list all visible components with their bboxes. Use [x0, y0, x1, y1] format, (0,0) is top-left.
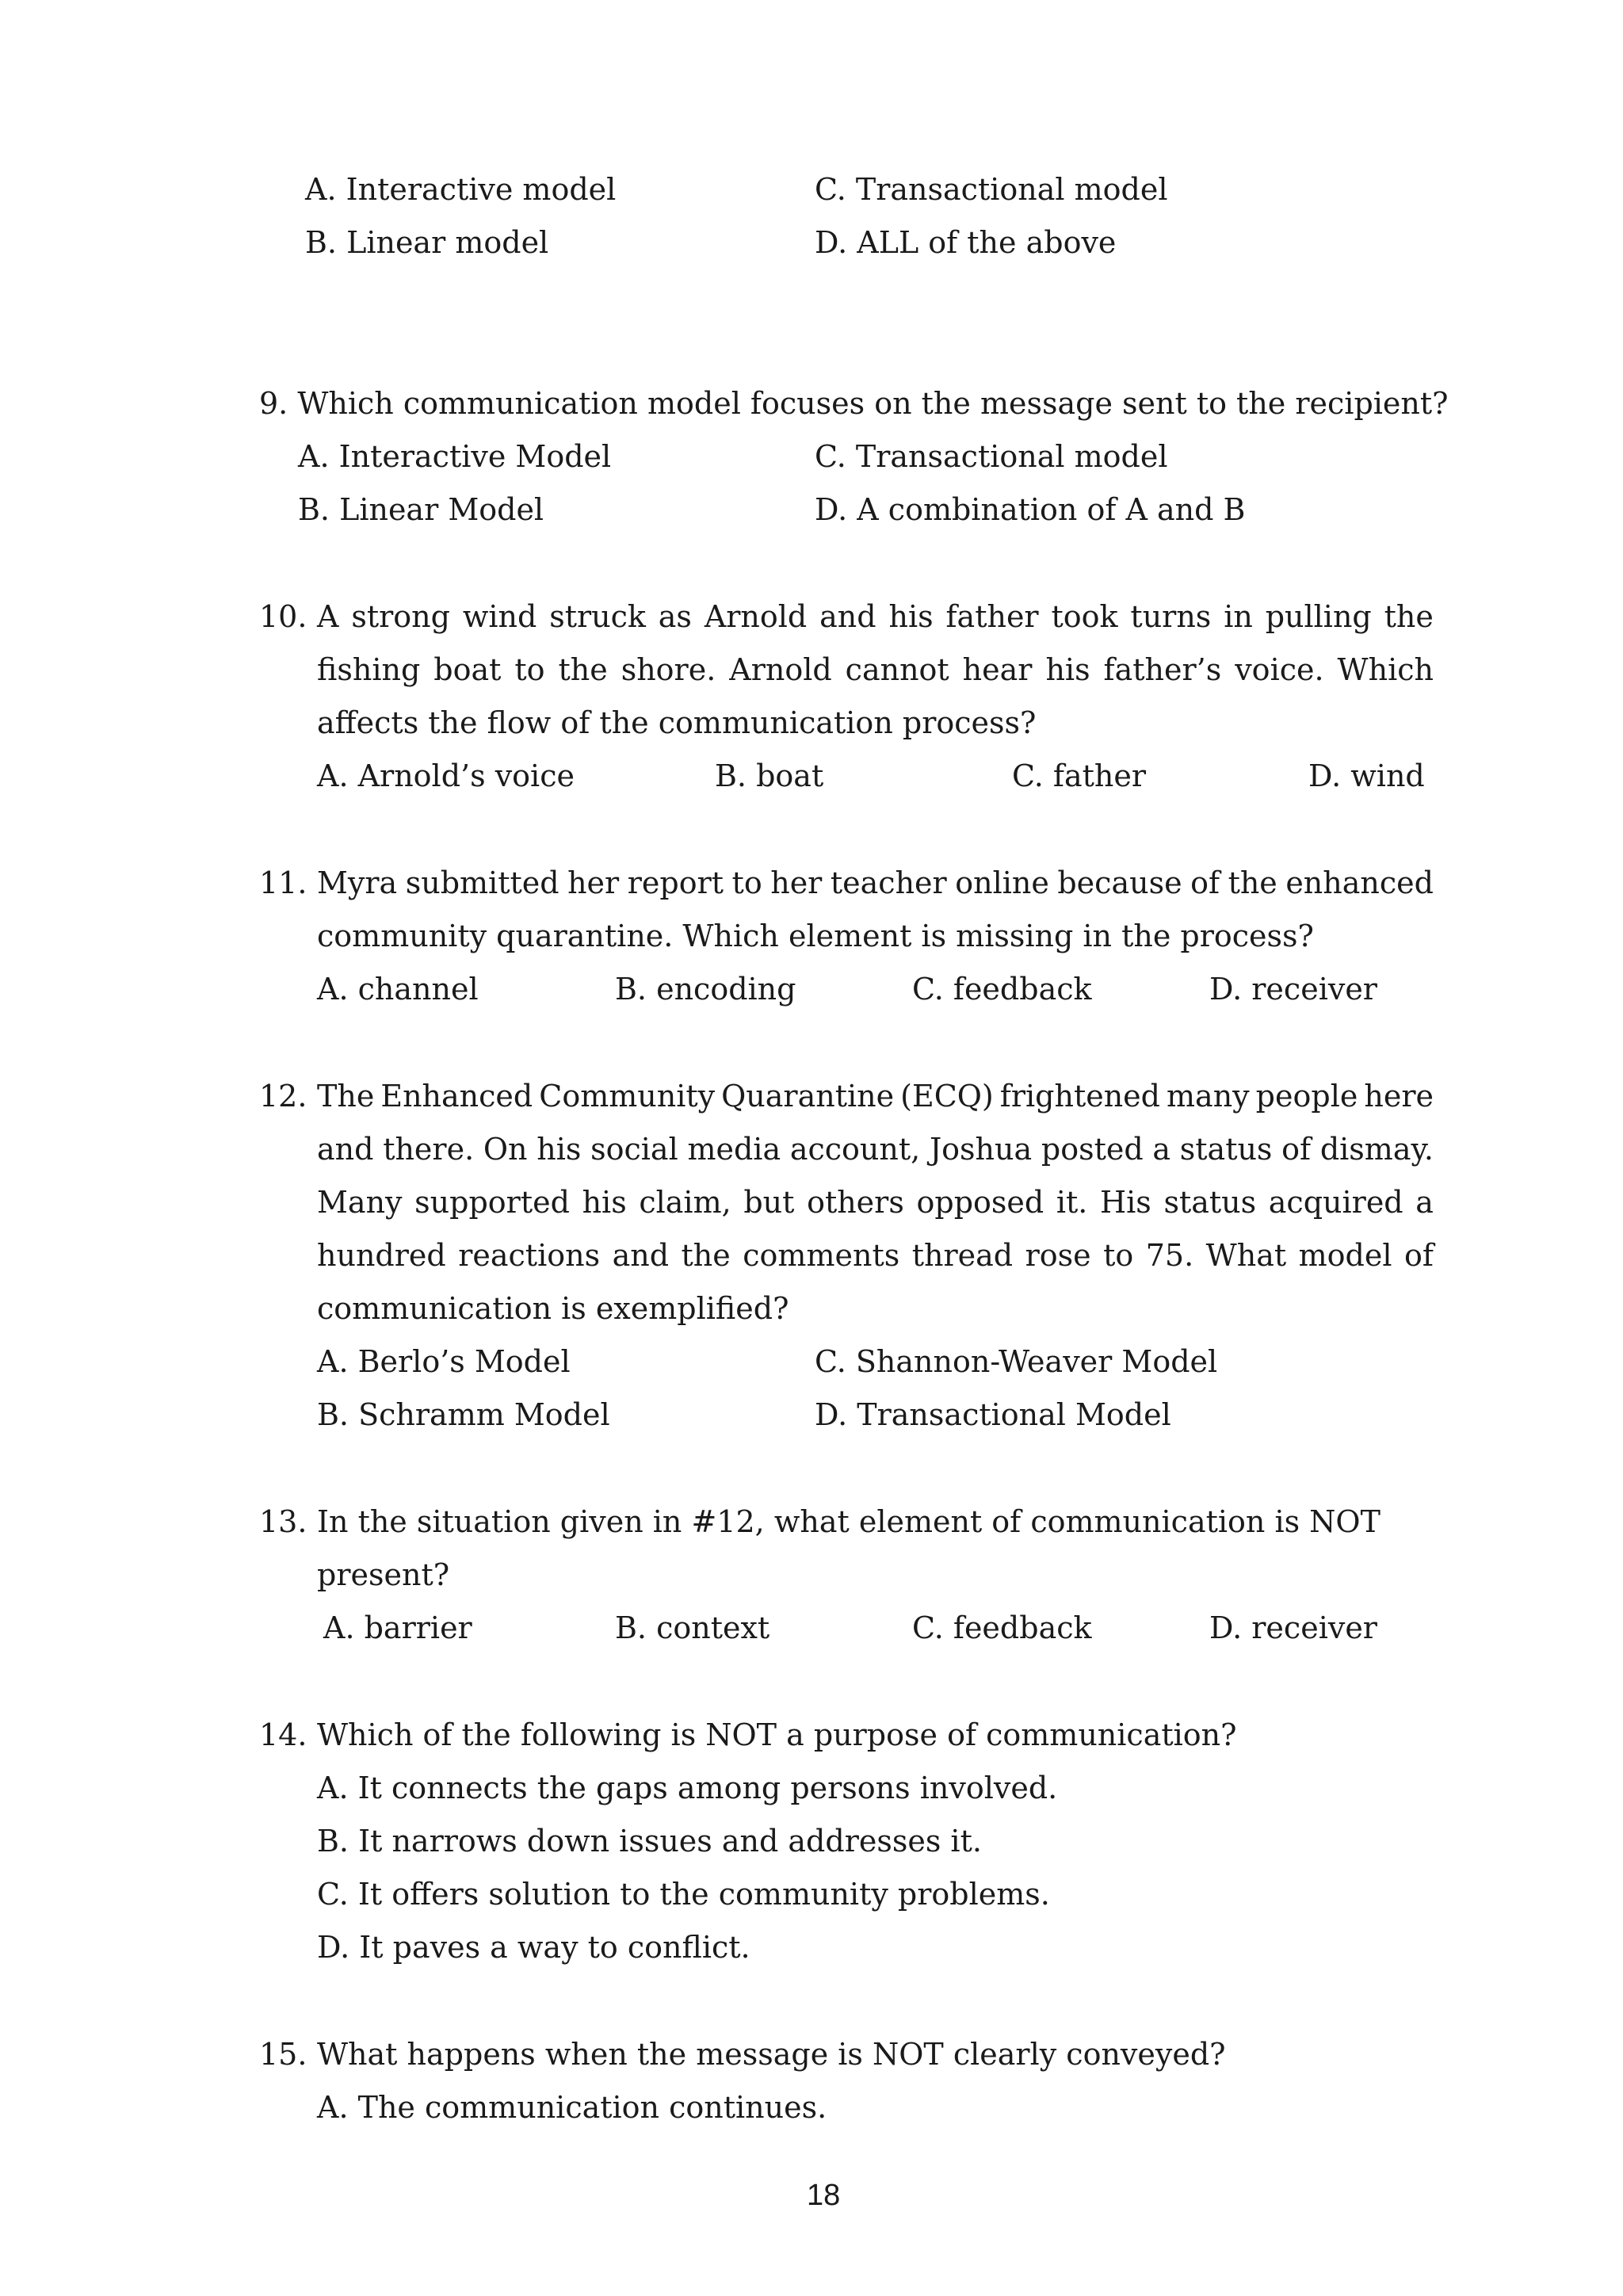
word: (ECQ)	[900, 1079, 994, 1114]
word: but	[743, 1185, 795, 1220]
q8-option-d: D. ALL of the above	[815, 225, 1117, 260]
q14-number: 14.	[259, 1717, 307, 1752]
q11-stem-line-1	[317, 865, 1434, 900]
word: teacher	[830, 865, 947, 900]
word: many	[1167, 1079, 1250, 1114]
word: fishing	[317, 652, 421, 687]
word: frightened	[999, 1079, 1160, 1114]
word: thread	[911, 1238, 1014, 1273]
word: comments	[743, 1238, 900, 1273]
q12-number: 12.	[259, 1079, 307, 1114]
q12-option-b: B. Schramm Model	[317, 1397, 610, 1432]
q13-option-b: B. context	[615, 1610, 770, 1645]
word: his	[1045, 652, 1090, 687]
q8-option-b: B. Linear model	[305, 225, 549, 260]
q11-stem-line-2: community quarantine. Which element is missing in the process?	[317, 919, 1314, 953]
word: What	[1205, 1238, 1287, 1273]
q13-stem-line-1: In the situation given in #12, what element of communication is NOT	[317, 1504, 1381, 1539]
word: took	[1051, 599, 1118, 634]
word: supported	[414, 1185, 570, 1220]
word: hear	[962, 652, 1033, 687]
word: media	[687, 1132, 781, 1167]
q10-stem-line-2	[317, 652, 1434, 687]
word: turns	[1130, 599, 1212, 634]
word: her	[770, 865, 823, 900]
q14-option-d: D. It paves a way to conflict.	[317, 1930, 750, 1965]
word: Quarantine	[721, 1079, 895, 1114]
word: as	[658, 599, 692, 634]
word: shore.	[621, 652, 716, 687]
q9-option-d: D. A combination of A and B	[815, 492, 1246, 527]
q13-number: 13.	[259, 1504, 307, 1539]
word: submitted	[405, 865, 559, 900]
q12-stem-line-5: communication is exemplified?	[317, 1291, 789, 1326]
q11-option-a: A. channel	[317, 972, 479, 1007]
word: his	[537, 1132, 582, 1167]
word: because	[1057, 865, 1182, 900]
word: Enhanced	[380, 1079, 533, 1114]
word: struck	[549, 599, 646, 634]
word: of	[1190, 865, 1220, 900]
word: status	[1179, 1132, 1273, 1167]
word: father	[945, 599, 1039, 634]
q10-stem-line-1	[317, 599, 1434, 634]
word: reactions	[458, 1238, 601, 1273]
word: pulling	[1265, 599, 1372, 634]
word: and	[612, 1238, 670, 1273]
q11-option-b: B. encoding	[615, 972, 796, 1007]
q15-number: 15.	[259, 2037, 307, 2072]
word: others	[807, 1185, 904, 1220]
q14-option-a: A. It connects the gaps among persons involved.	[317, 1771, 1058, 1805]
word: opposed	[916, 1185, 1044, 1220]
word: and	[317, 1132, 374, 1167]
word: Arnold	[704, 599, 808, 634]
word: account,	[789, 1132, 921, 1167]
q9-option-c: C. Transactional model	[815, 439, 1168, 474]
word: his	[888, 599, 934, 634]
word: cannot	[845, 652, 949, 687]
word: The	[317, 1079, 375, 1114]
word: voice.	[1235, 652, 1324, 687]
word: of	[1281, 1132, 1312, 1167]
word: acquired	[1268, 1185, 1403, 1220]
word: report	[627, 865, 724, 900]
q14-stem: Which of the following is NOT a purpose of communication?	[317, 1717, 1237, 1752]
word: his	[582, 1185, 627, 1220]
word: to	[514, 652, 545, 687]
word: it.	[1056, 1185, 1088, 1220]
word: and	[819, 599, 876, 634]
word: 75.	[1145, 1238, 1194, 1273]
word: the	[1228, 865, 1277, 900]
word: A	[317, 599, 339, 634]
word: here	[1364, 1079, 1434, 1114]
word: father’s	[1103, 652, 1222, 687]
word: Joshua	[929, 1132, 1033, 1167]
word: rose	[1025, 1238, 1091, 1273]
word: His	[1100, 1185, 1151, 1220]
q11-option-d: D. receiver	[1209, 972, 1377, 1007]
q11-number: 11.	[259, 865, 307, 900]
word: in	[1224, 599, 1253, 634]
word: enhanced	[1285, 865, 1434, 900]
word: social	[590, 1132, 678, 1167]
word: wind	[462, 599, 537, 634]
q12-stem-line-4	[317, 1238, 1434, 1273]
q9-option-b: B. Linear Model	[298, 492, 544, 527]
word: Arnold	[729, 652, 832, 687]
q13-option-a: A. barrier	[323, 1610, 472, 1645]
word: online	[955, 865, 1049, 900]
q15-stem: What happens when the message is NOT clearly conveyed?	[317, 2037, 1226, 2072]
word: Community	[539, 1079, 716, 1114]
word: hundred	[317, 1238, 446, 1273]
q9-stem: 9. Which communication model focuses on the message sent to the recipient?	[259, 386, 1449, 421]
q12-option-a: A. Berlo’s Model	[317, 1344, 571, 1379]
q13-option-c: C. feedback	[912, 1610, 1092, 1645]
word: Many	[317, 1185, 403, 1220]
word: claim,	[639, 1185, 731, 1220]
q12-option-d: D. Transactional Model	[815, 1397, 1171, 1432]
word: strong	[351, 599, 450, 634]
word: posted	[1041, 1132, 1144, 1167]
q14-option-c: C. It offers solution to the community problems.	[317, 1877, 1050, 1912]
q12-option-c: C. Shannon-Weaver Model	[815, 1344, 1218, 1379]
q13-stem-line-2: present?	[317, 1557, 450, 1592]
word: the	[1384, 599, 1434, 634]
word: of	[1404, 1238, 1434, 1273]
q13-option-d: D. receiver	[1209, 1610, 1377, 1645]
word: Myra	[317, 865, 398, 900]
q10-stem-line-3: affects the flow of the communication process?	[317, 705, 1037, 740]
q10-option-a: A. Arnold’s voice	[317, 758, 575, 793]
word: model	[1298, 1238, 1392, 1273]
word: boat	[433, 652, 502, 687]
q10-option-d: D. wind	[1308, 758, 1425, 793]
word: a	[1152, 1132, 1171, 1167]
word: status	[1163, 1185, 1257, 1220]
q10-option-b: B. boat	[715, 758, 824, 793]
q10-option-c: C. father	[1012, 758, 1146, 793]
word: Which	[1337, 652, 1434, 687]
word: dismay.	[1319, 1132, 1434, 1167]
q8-option-a: A. Interactive model	[305, 172, 617, 207]
q12-stem-line-3	[317, 1185, 1434, 1220]
word: her	[567, 865, 620, 900]
q14-option-b: B. It narrows down issues and addresses it.	[317, 1824, 982, 1859]
word: to	[731, 865, 762, 900]
word: the	[681, 1238, 731, 1273]
word: a	[1415, 1185, 1434, 1220]
word: there.	[383, 1132, 475, 1167]
word: the	[558, 652, 608, 687]
q12-stem-line-1	[317, 1079, 1434, 1114]
word: people	[1255, 1079, 1358, 1114]
q15-option-a: A. The communication continues.	[317, 2090, 827, 2125]
q10-number: 10.	[259, 599, 307, 634]
q12-stem-line-2	[317, 1132, 1434, 1167]
word: to	[1103, 1238, 1134, 1273]
q9-option-a: A. Interactive Model	[298, 439, 612, 474]
q8-option-c: C. Transactional model	[815, 172, 1168, 207]
q11-option-c: C. feedback	[912, 972, 1092, 1007]
page-number: 18	[807, 2179, 841, 2212]
word: On	[483, 1132, 528, 1167]
